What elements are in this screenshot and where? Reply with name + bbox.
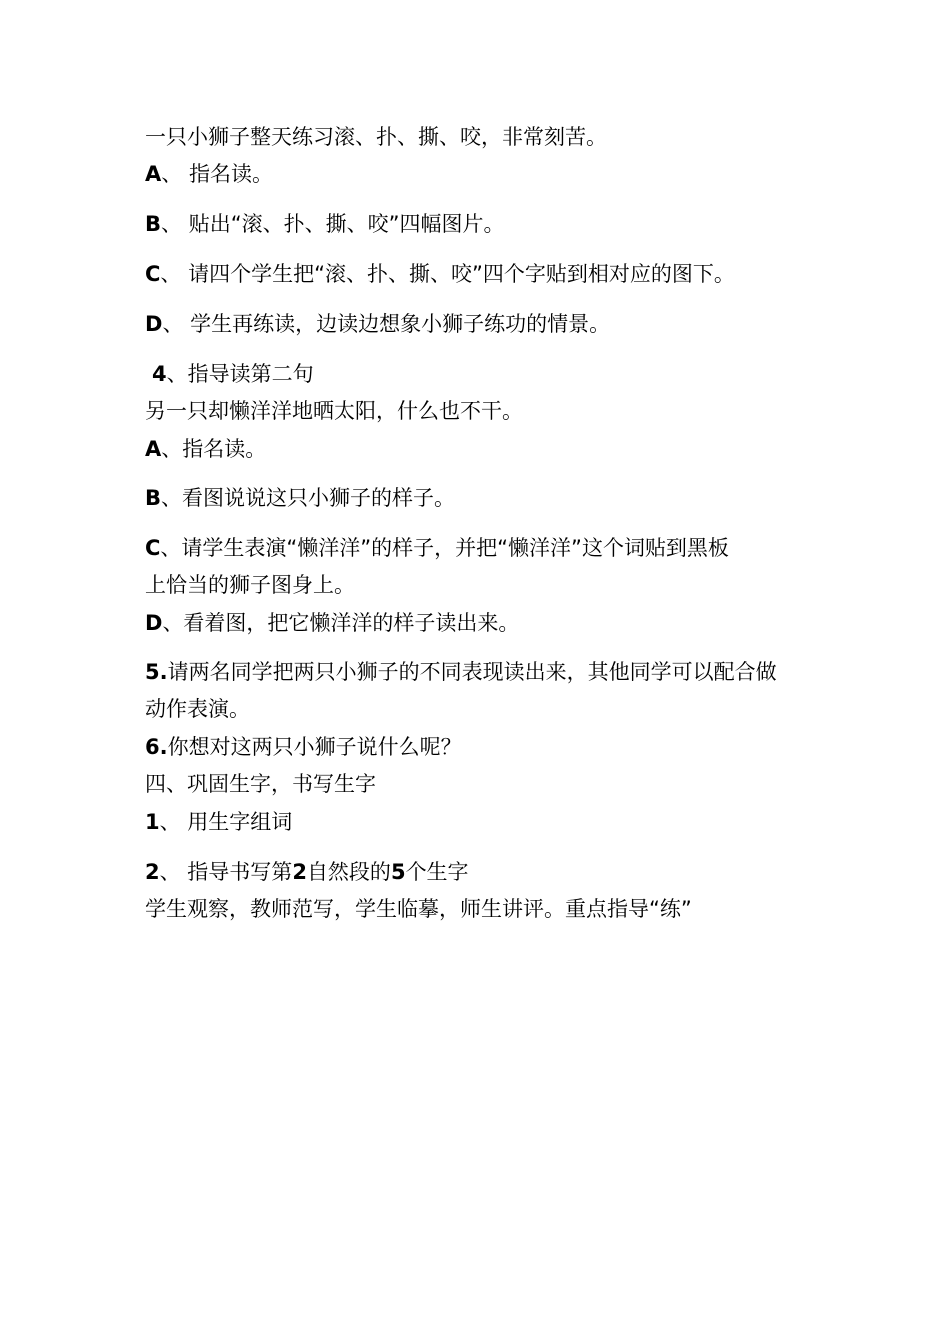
list-item-b — [145, 211, 504, 237]
section-item-6 — [145, 734, 462, 760]
line-text: 、 指名读。 — [161, 162, 273, 186]
inline-number: 5 — [390, 860, 406, 884]
line-text: 另一只却懒洋洋地晒太阳，什么也不干。 — [145, 399, 523, 423]
line-text: 、 学生再练读，边读边想象小狮子练功的情景。 — [162, 312, 611, 336]
line-text: 自然段的 — [306, 860, 391, 884]
item-marker: B — [145, 212, 162, 236]
paragraph-line — [145, 572, 355, 598]
section-heading — [145, 771, 376, 797]
list-item-d — [145, 311, 610, 337]
paragraph-line — [145, 896, 692, 922]
line-text: 个生字 — [405, 860, 469, 884]
line-text: 、指名读。 — [161, 437, 267, 461]
inline-number: 2 — [292, 860, 307, 884]
item-marker: 6. — [145, 735, 168, 759]
line-text: 、 贴出“滚、扑、撕、咬”四幅图片。 — [161, 212, 505, 236]
line-text: 请两名同学把两只小狮子的不同表现读出来，其他同学可以配合做 — [167, 660, 777, 684]
line-text: 、请学生表演“懒洋洋”的样子，并把“懒洋洋”这个词贴到黑板 — [160, 536, 729, 560]
item-marker: 4 — [152, 362, 167, 386]
line-text: 学生观察，教师范写，学生临摹，师生讲评。重点指导“练” — [145, 897, 692, 921]
list-item-2 — [145, 859, 469, 885]
list-item-a — [145, 161, 273, 187]
item-marker: A — [145, 437, 162, 461]
item-marker: 1 — [145, 810, 160, 834]
paragraph-line — [145, 124, 607, 150]
section-item-5 — [145, 659, 777, 685]
list-item-c — [145, 261, 735, 287]
item-marker: D — [145, 312, 163, 336]
item-marker: 2 — [145, 860, 160, 884]
list-item-c — [145, 535, 729, 561]
line-text: 、 指导书写第 — [159, 860, 293, 884]
line-text: 、看着图，把它懒洋洋的样子读出来。 — [162, 611, 520, 635]
item-marker: D — [145, 611, 163, 635]
list-item-b — [145, 485, 455, 511]
list-item-d — [145, 610, 519, 636]
item-marker: C — [145, 536, 161, 560]
line-text: 动作表演。 — [145, 697, 250, 721]
section-heading-4 — [152, 361, 314, 387]
line-text: 、指导读第二句 — [166, 362, 314, 386]
list-item-a — [145, 436, 266, 462]
line-text: 、 请四个学生把“滚、扑、撕、咬”四个字贴到相对应的图下。 — [160, 262, 735, 286]
paragraph-line — [145, 696, 250, 722]
line-text: 、 用生字组词 — [159, 810, 293, 834]
line-text: 、看图说说这只小狮子的样子。 — [161, 486, 456, 510]
line-text: 上恰当的狮子图身上。 — [145, 573, 355, 597]
item-marker: 5. — [145, 660, 168, 684]
item-marker: C — [145, 262, 161, 286]
line-text: 四、巩固生字，书写生字 — [145, 772, 376, 796]
list-item-1 — [145, 809, 292, 835]
line-text: 一只小狮子整天练习滚、扑、撕、咬，非常刻苦。 — [145, 125, 607, 149]
paragraph-line — [145, 398, 523, 424]
item-marker: A — [145, 162, 162, 186]
line-text: 你想对这两只小狮子说什么呢？ — [167, 735, 462, 759]
item-marker: B — [145, 486, 162, 510]
